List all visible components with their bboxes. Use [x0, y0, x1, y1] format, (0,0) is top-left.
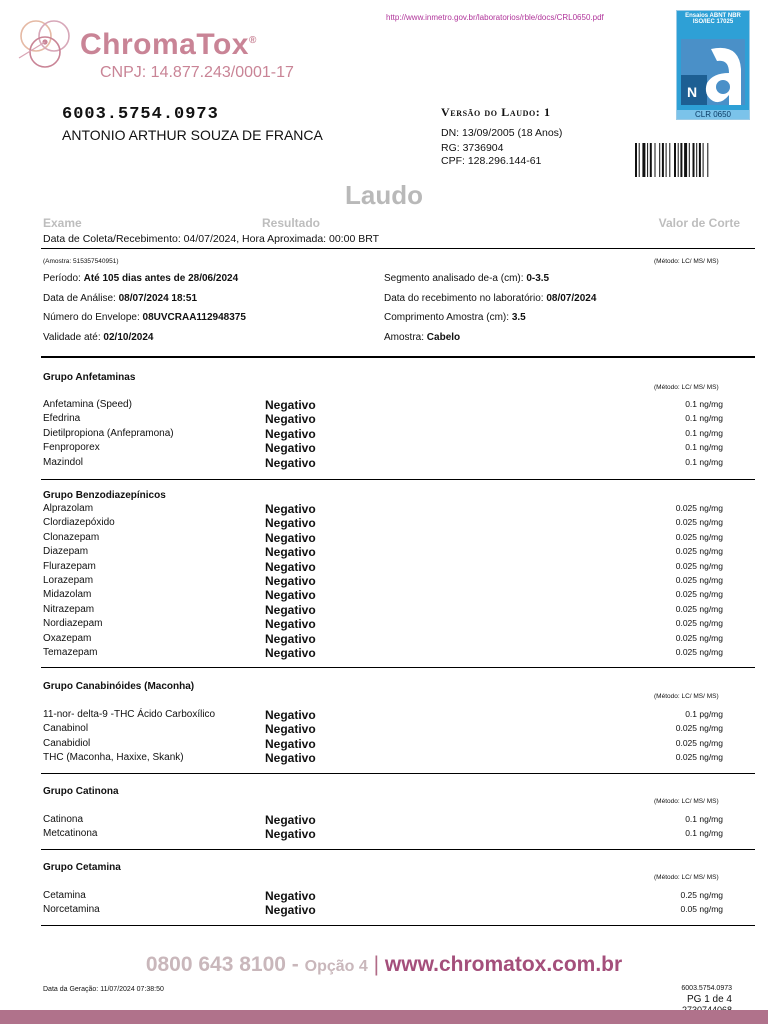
lab-receipt-date: Data do recebimento no laboratório: 08/07/2024	[384, 293, 597, 304]
table-row: Diazepam Negativo 0.025 ng/mg	[43, 545, 723, 560]
sample-type: Amostra: Cabelo	[384, 332, 461, 343]
group-rows	[43, 813, 723, 842]
table-row: Flurazepam Negativo 0.025 ng/mg	[43, 559, 723, 574]
table-row: Temazepam Negativo 0.025 ng/mg	[43, 645, 723, 660]
group-rows	[43, 398, 723, 470]
table-row: Cetamina Negativo 0.25 ng/mg	[43, 889, 723, 903]
table-row: 11-nor- delta-9 -THC Ácido Carboxílico Negativo 0.1 pg/mg	[43, 708, 723, 722]
group-title: Grupo Catinona	[43, 786, 119, 797]
table-row: Canabinol Negativo 0.025 ng/mg	[43, 722, 723, 737]
patient-birthdate: DN: 13/09/2005 (18 Anos)	[441, 127, 563, 139]
method-note: (Método: LC/ MS/ MS)	[654, 258, 719, 265]
report-title: Laudo	[345, 180, 423, 210]
group-rows	[43, 708, 723, 766]
footer-contact	[0, 953, 768, 977]
sample-length: Comprimento Amostra (cm): 3.5	[384, 312, 526, 323]
sample-period: Período: Até 105 dias antes de 28/06/2024	[43, 273, 239, 284]
table-row: Anfetamina (Speed) Negativo 0.1 ng/mg	[43, 398, 723, 412]
group-title: Grupo Benzodiazepínicos	[43, 490, 166, 501]
collection-date: Data de Coleta/Recebimento: 04/07/2024, Hora Aproximada: 00:00 BRT	[43, 233, 380, 245]
group-title: Grupo Canabinóides (Maconha)	[43, 681, 195, 692]
phone-option: Opção 4	[304, 958, 368, 975]
group-title: Grupo Cetamina	[43, 862, 121, 873]
table-row: Catinona Negativo 0.1 ng/mg	[43, 813, 723, 827]
table-row: Clonazepam Negativo 0.025 ng/mg	[43, 530, 723, 545]
column-header-exame: Exame	[43, 216, 82, 230]
divider	[41, 849, 755, 850]
report-version: Versão do Laudo: 1	[441, 105, 551, 119]
column-header-valor-corte: Valor de Corte	[658, 216, 740, 230]
table-row: Nordiazepam Negativo 0.025 ng/mg	[43, 617, 723, 632]
table-row: Oxazepam Negativo 0.025 ng/mg	[43, 631, 723, 646]
chromatox-logo-icon	[14, 14, 76, 74]
sample-id: (Amostra: 515357540951)	[43, 258, 119, 265]
patient-rg: RG: 3736904	[441, 142, 504, 154]
divider	[41, 356, 755, 358]
table-row: Alprazolam Negativo 0.025 ng/mg	[43, 502, 723, 516]
analysis-date: Data de Análise: 08/07/2024 18:51	[43, 293, 198, 304]
footer-separator: |	[373, 953, 380, 976]
table-row: Fenproporex Negativo 0.1 ng/mg	[43, 441, 723, 456]
group-method: (Método: LC/ MS/ MS)	[654, 874, 719, 881]
accreditation-url[interactable]: http://www.inmetro.gov.br/laboratorios/rble/docs/CRL0650.pdf	[386, 13, 604, 22]
divider	[41, 773, 755, 774]
accreditation-mark-icon	[681, 39, 745, 105]
table-row: Nitrazepam Negativo 0.025 ng/mg	[43, 602, 723, 617]
column-header-resultado: Resultado	[262, 216, 321, 230]
patient-cpf: CPF: 128.296.144-61	[441, 155, 542, 167]
group-rows	[43, 502, 723, 660]
svg-text:N: N	[687, 84, 698, 100]
table-row: Midazolam Negativo 0.025 ng/mg	[43, 588, 723, 603]
divider	[41, 925, 755, 926]
validity-date: Validade até: 02/10/2024	[43, 332, 154, 343]
website-link[interactable]: www.chromatox.com.br	[384, 953, 623, 976]
divider	[41, 667, 755, 668]
table-row: Clordiazepóxido Negativo 0.025 ng/mg	[43, 516, 723, 531]
footer-bar	[0, 1010, 768, 1024]
group-method: (Método: LC/ MS/ MS)	[654, 798, 719, 805]
table-row: Mazindol Negativo 0.1 ng/mg	[43, 455, 723, 470]
group-title: Grupo Anfetaminas	[43, 372, 136, 383]
accreditation-seal: Ensaios ABNT NBR ISO/IEC 17025 N CLR 0650	[676, 10, 750, 120]
report-id: 6003.5754.0973	[62, 105, 219, 124]
generation-date: Data da Geração: 11/07/2024 07:38:50	[43, 986, 164, 993]
table-row: Norcetamina Negativo 0.05 ng/mg	[43, 903, 723, 918]
envelope-number: Número do Envelope: 08UVCRAA112948375	[43, 312, 246, 323]
company-logo-text: ChromaTox®	[80, 28, 257, 61]
footer-report-id: 6003.5754.0973	[681, 985, 732, 992]
group-rows	[43, 889, 723, 918]
phone-number[interactable]: 0800 643 8100 -	[145, 953, 299, 976]
segment-analyzed: Segmento analisado de-a (cm): 0-3.5	[384, 273, 550, 284]
divider	[41, 479, 755, 480]
table-row: Dietilpropiona (Anfepramona) Negativo 0.1 ng/mg	[43, 426, 723, 441]
page-number: PG 1 de 4	[686, 994, 732, 1005]
table-row: THC (Maconha, Haxixe, Skank) Negativo 0.025 ng/mg	[43, 751, 723, 766]
table-row: Efedrina Negativo 0.1 ng/mg	[43, 412, 723, 427]
patient-name: ANTONIO ARTHUR SOUZA DE FRANCA	[62, 127, 323, 143]
group-method: (Método: LC/ MS/ MS)	[654, 693, 719, 700]
company-cnpj: CNPJ: 14.877.243/0001-17	[100, 64, 294, 81]
divider	[41, 248, 755, 249]
group-method: (Método: LC/ MS/ MS)	[654, 384, 719, 391]
table-row: Lorazepam Negativo 0.025 ng/mg	[43, 573, 723, 588]
barcode	[635, 143, 729, 177]
table-row: Metcatinona Negativo 0.1 ng/mg	[43, 827, 723, 842]
table-row: Canabidiol Negativo 0.025 ng/mg	[43, 736, 723, 751]
